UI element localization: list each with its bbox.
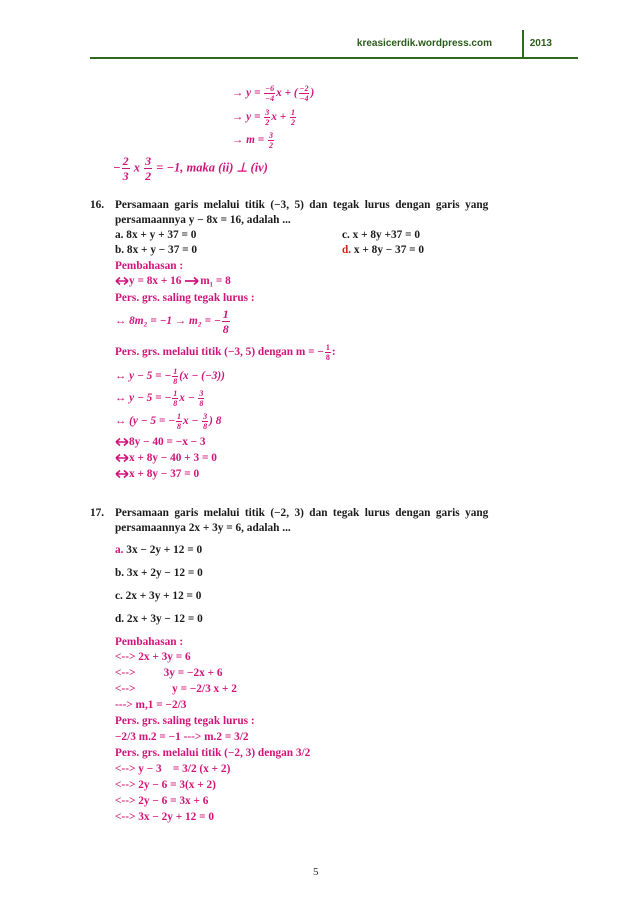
step-line-3: → m = $\frac{3}{2}$ bbox=[232, 131, 273, 150]
q16-pembahasan: Pembahasan : bbox=[115, 260, 184, 272]
q16-answer-letter: d. bbox=[342, 244, 352, 256]
q16-option-a: a. 8x + y + 37 = 0 bbox=[115, 229, 197, 241]
double-arrow-icon bbox=[115, 453, 129, 463]
q17-pembahasan: Pembahasan : bbox=[115, 636, 184, 648]
q16-step-6: ↔ y − 5 = − $\frac{1}{8}$ x − $\frac{3}{8}$ bbox=[115, 389, 204, 408]
q17-step-11: <--> 3x − 2y + 12 = 0 bbox=[115, 811, 215, 823]
q17-step-6: −2/3 m.2 = −1 ---> m.2 = 3/2 bbox=[115, 731, 249, 743]
q17-answer-letter: a. bbox=[115, 544, 124, 556]
q17-step-5: Pers. grs. saling tegak lurus : bbox=[115, 715, 255, 727]
q17-step-3: <--> y = −2/3 x + 2 bbox=[115, 683, 237, 695]
right-arrow-icon bbox=[184, 276, 200, 286]
q16-option-b: b. 8x + y − 37 = 0 bbox=[115, 244, 198, 256]
q16-question-line-2: persamaannya y − 8x = 16, adalah ... bbox=[115, 214, 291, 226]
q17-step-10: <--> 2y − 6 = 3x + 6 bbox=[115, 795, 209, 807]
header-site: kreasicerdik.wordpress.com bbox=[356, 38, 492, 49]
q17-step-9: <--> 2y − 6 = 3(x + 2) bbox=[115, 779, 216, 791]
q16-option-d: d. x + 8y − 37 = 0 bbox=[342, 244, 425, 256]
q17-question-line-1: Persamaan garis melalui titik (−2, 3) dan tegak lurus dengan garis yang bbox=[115, 507, 489, 519]
q16-step-1: y = 8x + 16 m₁ = 8 bbox=[115, 274, 231, 288]
q16-step-3: ↔ 8m₂ = −1 → m₂ = − $\frac{1}{8}$ bbox=[115, 307, 229, 336]
q16-option-c: c. x + 8y +37 = 0 bbox=[342, 229, 420, 241]
step-line-4: − $\frac{2}{3}$ x $\frac{3}{2}$ = −1, maka (ii) ⊥ (iv) bbox=[113, 154, 268, 183]
q17-question-line-2: persamaannya 2x + 3y = 6, adalah ... bbox=[115, 522, 291, 534]
page-number: 5 bbox=[313, 866, 319, 878]
q17-option-c: c. 2x + 3y + 12 = 0 bbox=[115, 590, 202, 602]
double-arrow-icon bbox=[115, 276, 129, 286]
q16-step-8: 8y − 40 = −x − 3 bbox=[115, 435, 206, 449]
q16-question-line-1: Persamaan garis melalui titik (−3, 5) dan tegak lurus dengan garis yang bbox=[115, 199, 489, 211]
step-line-2: → y = $\frac{3}{2}$ x + $\frac{1}{2}$ bbox=[232, 108, 295, 127]
q17-number: 17. bbox=[90, 507, 105, 519]
step-line-1: → y = $\frac{-6}{-4}$ x + ( $\frac{-2}{-4}$ ) bbox=[232, 84, 315, 103]
double-arrow-icon bbox=[115, 437, 129, 447]
q16-step-5: ↔ y − 5 = − $\frac{1}{8}$ (x − (−3)) bbox=[115, 367, 225, 386]
q17-step-8: <--> y − 3 = 3/2 (x + 2) bbox=[115, 763, 231, 775]
header-divider-vertical bbox=[522, 30, 524, 58]
q17-step-1: <--> 2x + 3y = 6 bbox=[115, 651, 191, 663]
q16-step-10: x + 8y − 37 = 0 bbox=[115, 467, 199, 481]
q17-step-7: Pers. grs. melalui titik (−2, 3) dengan 3/2 bbox=[115, 747, 311, 759]
q16-number: 16. bbox=[90, 199, 105, 211]
q16-step-7: ↔ (y − 5 = − $\frac{1}{8}$ x − $\frac{3}{8}$ ) 8 bbox=[115, 412, 222, 431]
q17-option-a: a. 3x − 2y + 12 = 0 bbox=[115, 544, 203, 556]
q17-step-2: <--> 3y = −2x + 6 bbox=[115, 667, 223, 679]
header-year: 2013 bbox=[529, 38, 552, 49]
header-rule bbox=[90, 57, 578, 59]
q17-option-d: d. 2x + 3y − 12 = 0 bbox=[115, 613, 203, 625]
q17-step-4: ---> m,1 = −2/3 bbox=[115, 699, 187, 711]
q16-step-2: Pers. grs. saling tegak lurus : bbox=[115, 292, 255, 304]
double-arrow-icon bbox=[115, 469, 129, 479]
q16-step-4: Pers. grs. melalui titik (−3, 5) dengan m = − $\frac{1}{8}$ : bbox=[115, 343, 336, 362]
q17-option-b: b. 3x + 2y − 12 = 0 bbox=[115, 567, 203, 579]
q16-step-9: x + 8y − 40 + 3 = 0 bbox=[115, 451, 217, 465]
